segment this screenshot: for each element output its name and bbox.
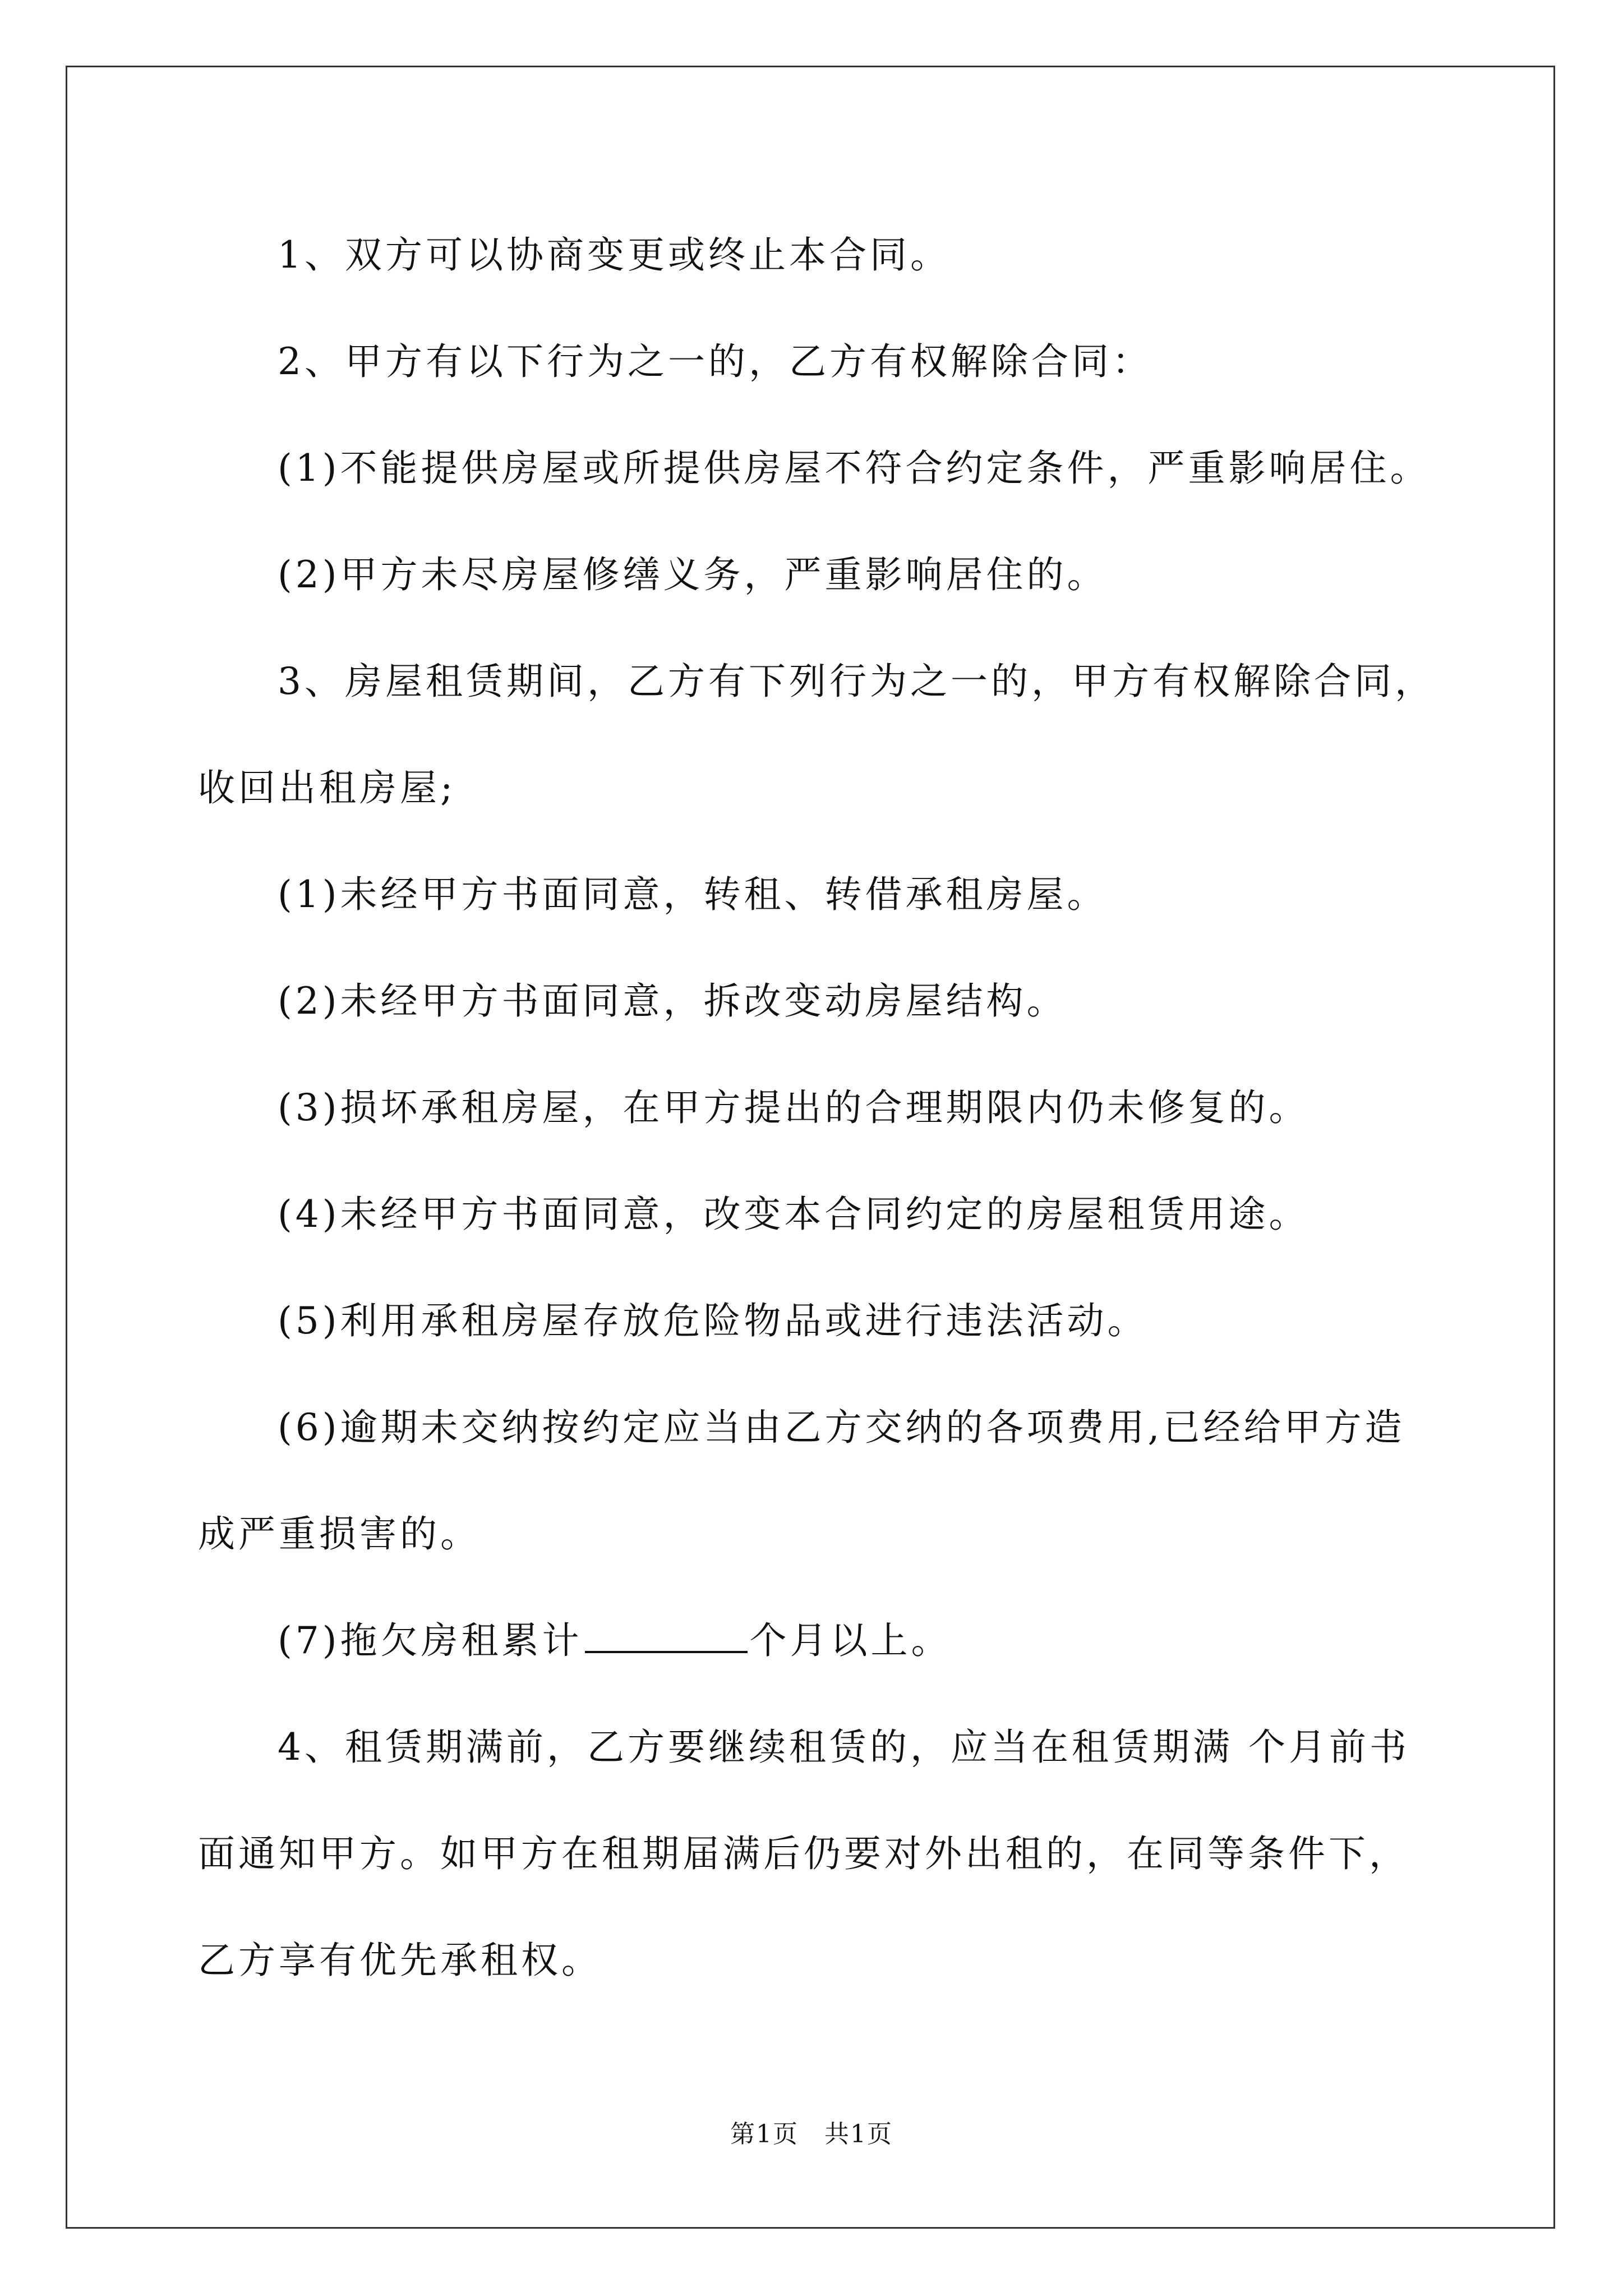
paragraph-line: (2)未经甲方书面同意，拆改变动房屋结构。 [278, 979, 1067, 1023]
fill-in-blank [585, 1617, 748, 1653]
paragraph-line: (3)损坏承租房屋，在甲方提出的合理期限内仍未修复的。 [278, 1086, 1310, 1129]
paragraph-line: 3、房屋租赁期间，乙方有下列行为之一的，甲方有权解除合同， [278, 660, 1435, 703]
rent-arrears-text: (7)拖欠房租累计 [278, 1619, 583, 1662]
paragraph-line: 2、甲方有以下行为之一的，乙方有权解除合同： [278, 340, 1152, 383]
paragraph-line: (6)逾期未交纳按约定应当由乙方交纳的各项费用,已经给甲方造 [278, 1406, 1405, 1449]
paragraph-line: (5)利用承租房屋存放危险物品或进行违法活动。 [278, 1299, 1148, 1342]
paragraph-line: 1、双方可以协商变更或终止本合同。 [278, 233, 951, 277]
rent-arrears-line [0, 1616, 952, 1666]
paragraph-line: (4)未经甲方书面同意，改变本合同约定的房屋租赁用途。 [278, 1193, 1310, 1236]
page-border [66, 66, 1555, 2229]
paragraph-line: (2)甲方未尽房屋修缮义务，严重影响居住的。 [278, 553, 1108, 596]
paragraph-line: 成严重损害的。 [198, 1512, 481, 1556]
paragraph-line: 面通知甲方。如甲方在租期届满后仍要对外出租的，在同等条件下， [198, 1832, 1409, 1875]
paragraph-line: (1)不能提供房屋或所提供房屋不符合约定条件，严重影响居住。 [278, 447, 1431, 490]
paragraph-line: 乙方享有优先承租权。 [198, 1939, 602, 1982]
rent-arrears-suffix: 个月以上。 [749, 1619, 952, 1662]
paragraph-line: (1)未经甲方书面同意，转租、转借承租房屋。 [278, 873, 1108, 916]
page-number-footer: 第1页 共1页 [730, 2120, 893, 2148]
paragraph-line: 收回出租房屋; [198, 766, 457, 809]
paragraph-line: 4、租赁期满前，乙方要继续租赁的，应当在租赁期满 个月前书 [278, 1726, 1410, 1769]
